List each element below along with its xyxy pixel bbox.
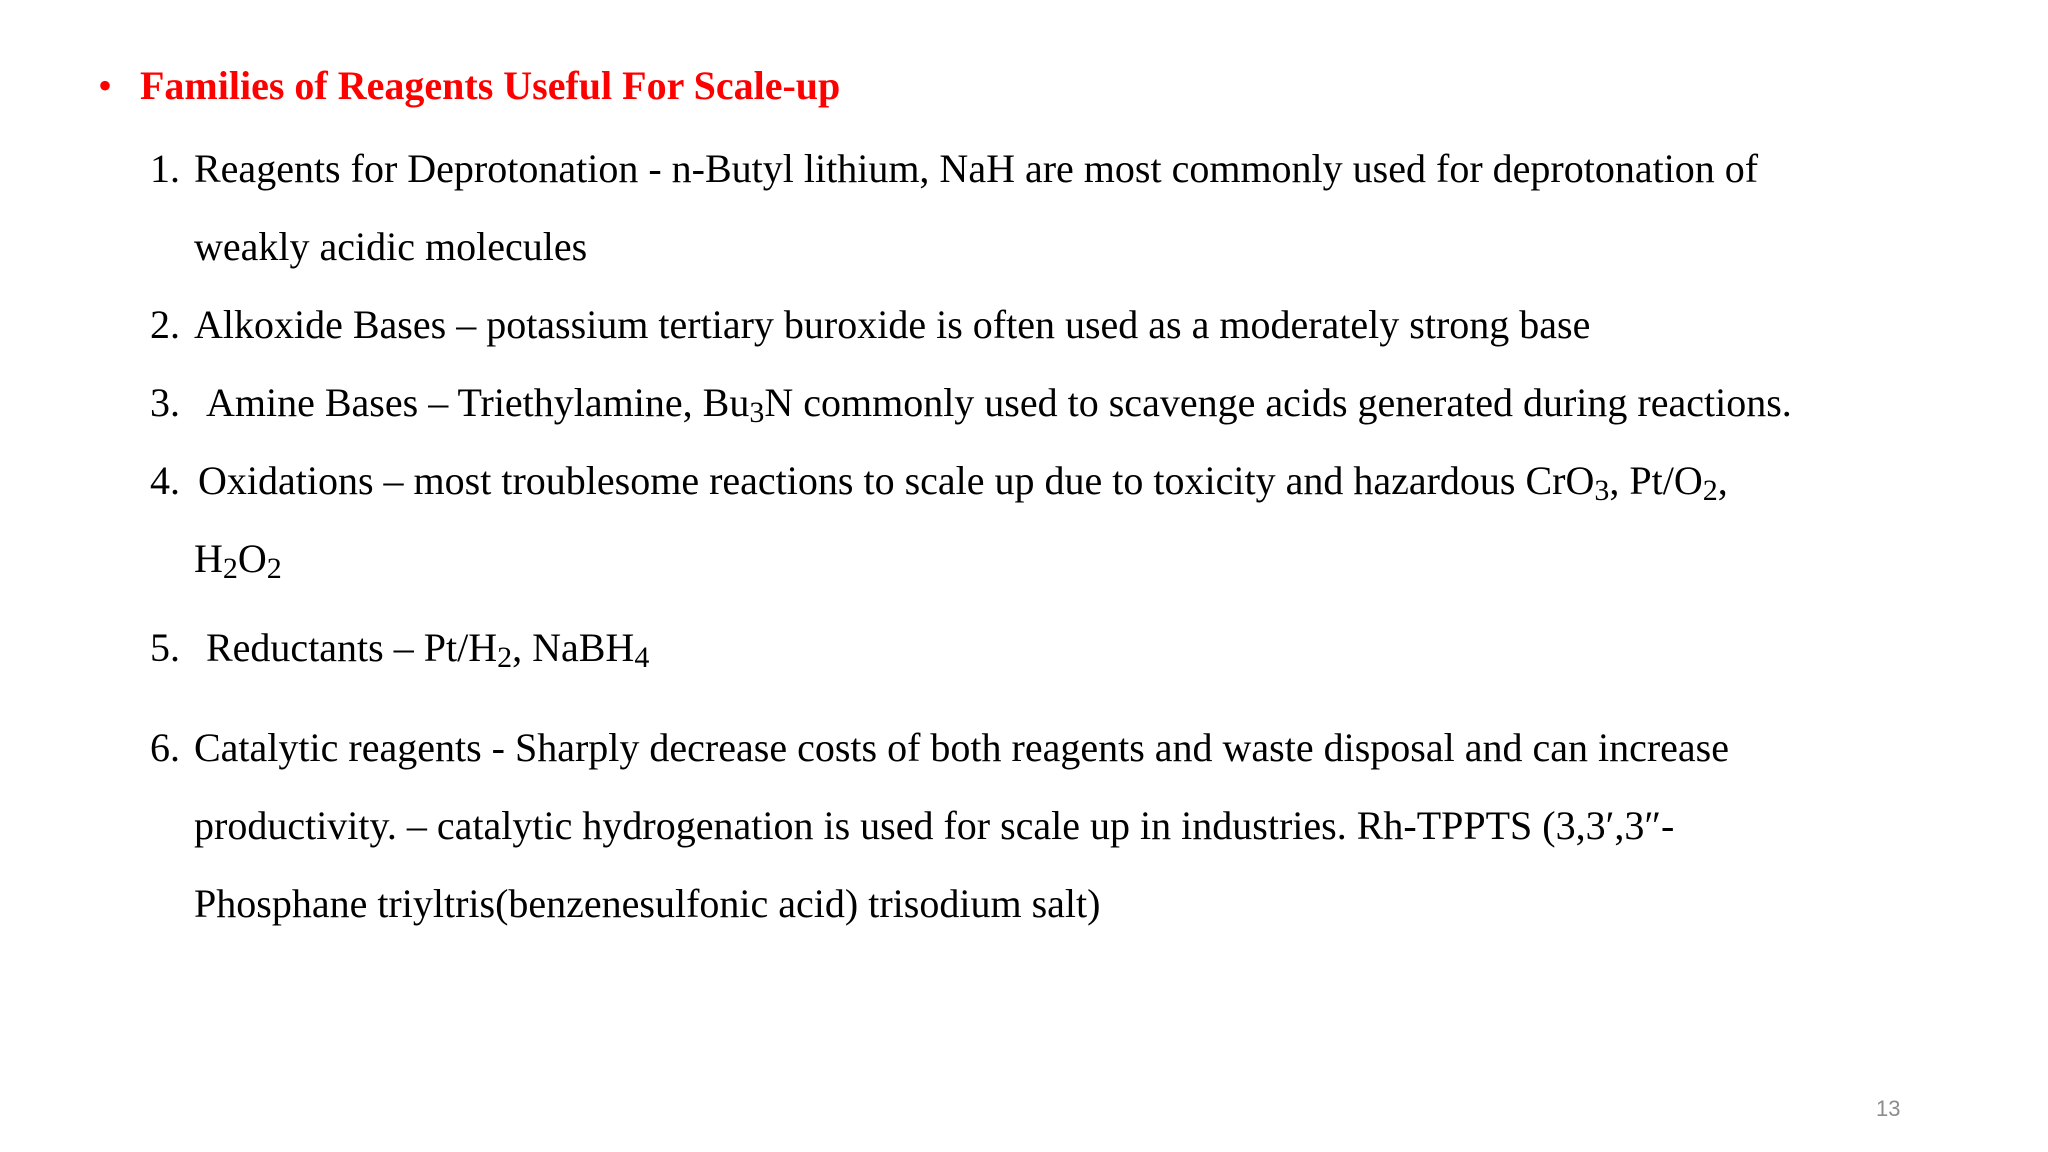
item-1-text: Reagents for Deprotonation - n-Butyl lithium, NaH are most commonly used for deprotonation of	[194, 146, 1759, 191]
page-number: 13	[1876, 1096, 1901, 1121]
heading-text: Families of Reagents Useful For Scale-up	[140, 63, 841, 108]
item-6-text-continued-2: Phosphane triyltris(benzenesulfonic acid) trisodium salt)	[194, 881, 1101, 926]
item-2-number: 2.	[150, 302, 180, 347]
item-1-number: 1.	[150, 146, 180, 191]
item-5-number: 5.	[150, 625, 180, 670]
item-5-text: Reductants – $Pt/H_2$, NaBH$_4$	[206, 625, 650, 674]
item-1-text-continued: weakly acidic molecules	[194, 224, 588, 269]
item-4-number: 4.	[150, 458, 180, 503]
heading-bullet: •	[98, 63, 113, 108]
item-4-text-continued: $H_2O_2$	[194, 536, 282, 585]
item-3-text: Amine Bases – Triethylamine, $Bu_3N$ commonly used to scavenge acids generated during reactions.	[206, 380, 1792, 429]
item-2-text: Alkoxide Bases – potassium tertiary buroxide is often used as a moderately strong base	[194, 302, 1591, 347]
slide-heading	[98, 60, 840, 112]
item-6-number: 6.	[150, 725, 180, 770]
item-3-number: 3.	[150, 380, 180, 425]
item-6-text: Catalytic reagents - Sharply decrease costs of both reagents and waste disposal and can increase	[194, 725, 1729, 770]
item-4-text: Oxidations – most troublesome reactions to scale up due to toxicity and hazardous CrO$_3$, $Pt/O_2$,	[198, 458, 1728, 507]
item-6-text-continued: productivity. – catalytic hydrogenation is used for scale up in industries. Rh-TPPTS (3,3′,3″-	[194, 803, 1675, 848]
